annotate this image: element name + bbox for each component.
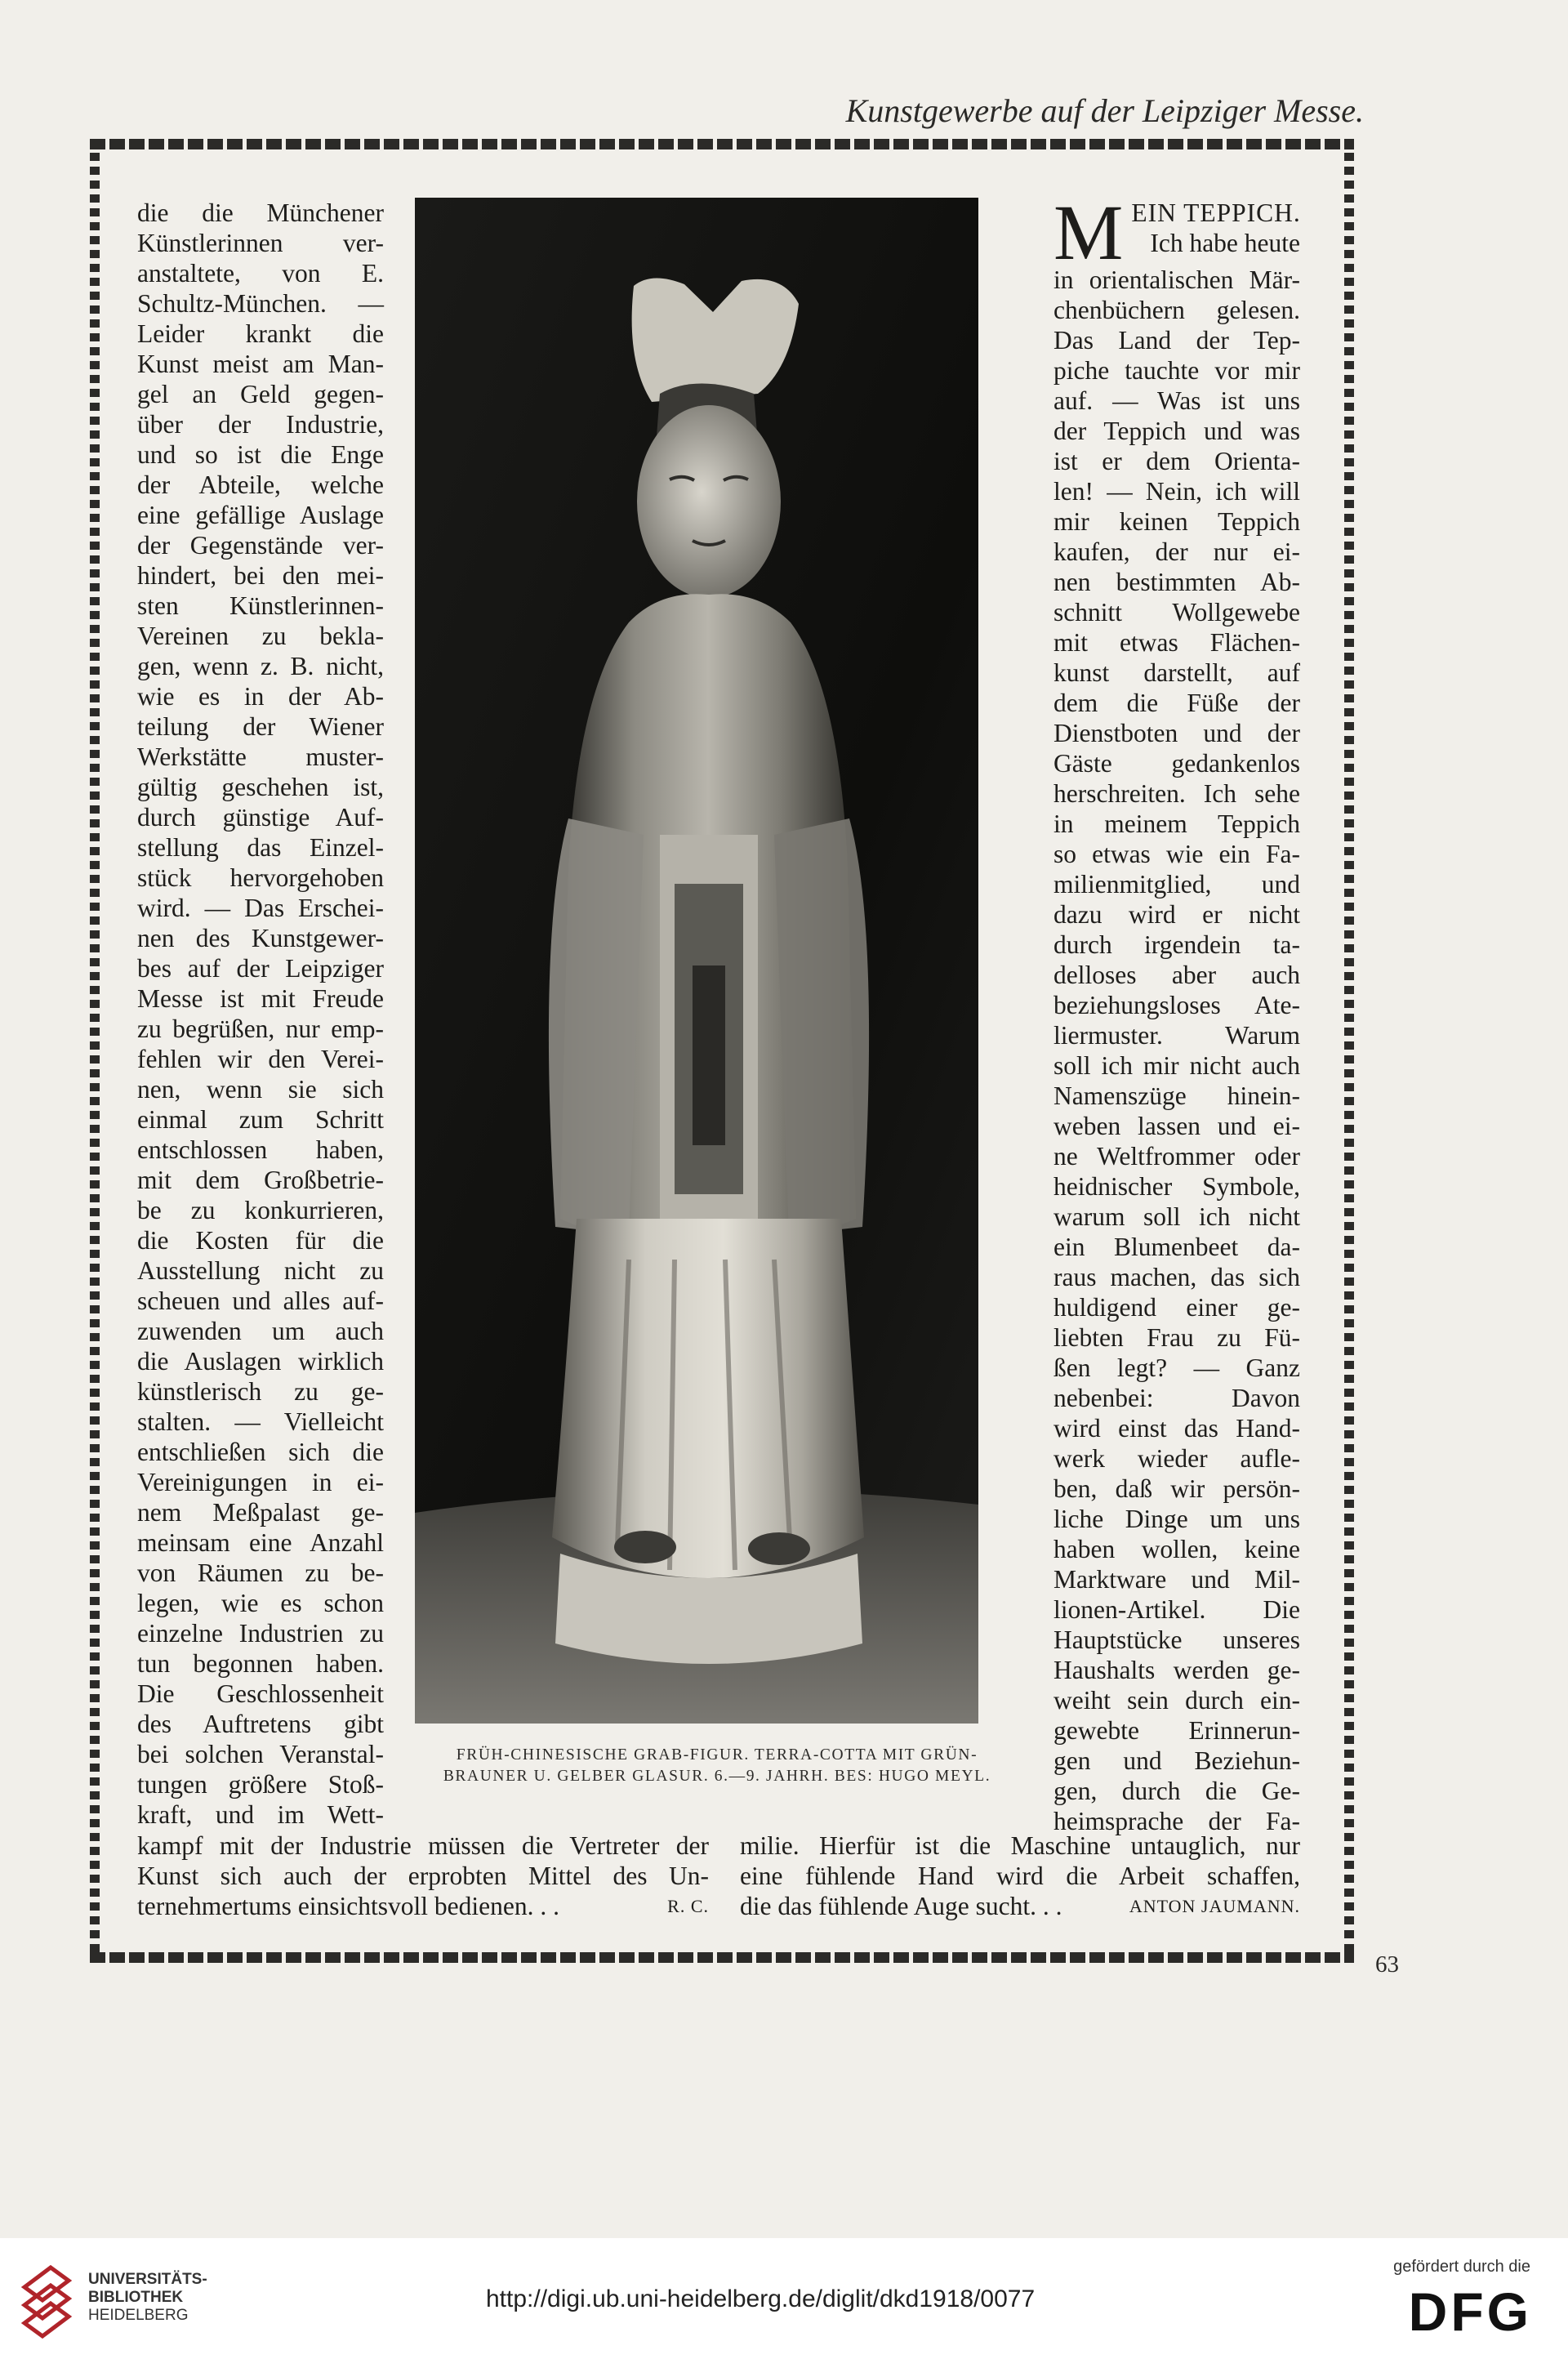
- left-column-line: kraft, und im Wett-: [137, 1800, 384, 1829]
- left-text-column: [137, 198, 384, 1830]
- right-bottom-line: die das fühlende Auge sucht. . . ANTON JAUMANN.: [740, 1892, 1300, 1920]
- right-column-line: so etwas wie ein Fa-: [1054, 840, 1300, 868]
- photo-caption: [415, 1745, 1019, 1787]
- frame-top-rule: [90, 139, 1354, 149]
- left-column-line: stellung das Einzel-: [137, 833, 384, 862]
- right-column-line: piche tauchte vor mir: [1054, 356, 1300, 385]
- left-column-line: zuwenden um auch: [137, 1317, 384, 1345]
- left-column-line: nen des Kunstgewer-: [137, 924, 384, 952]
- left-column-line: teilung der Wiener: [137, 712, 384, 741]
- right-column-line: Das Land der Tep-: [1054, 326, 1300, 355]
- right-column-line: mir keinen Teppich: [1054, 507, 1300, 536]
- right-column-line: weben lassen und ei-: [1054, 1112, 1300, 1140]
- left-bottom-text: [137, 1831, 709, 1921]
- page-number: 63: [1375, 1951, 1399, 1978]
- right-column-line: beziehungsloses Ate-: [1054, 991, 1300, 1019]
- right-column-line: Namenszüge hinein-: [1054, 1081, 1300, 1110]
- left-column-line: Künstlerinnen ver-: [137, 229, 384, 257]
- left-column-line: künstlerisch zu ge-: [137, 1377, 384, 1406]
- right-column-line: dem die Füße der: [1054, 689, 1300, 717]
- frame-right-rule: [1344, 139, 1354, 1962]
- left-column-line: nen, wenn sie sich: [137, 1075, 384, 1104]
- right-column-line: in orientalischen Mär-: [1054, 265, 1300, 294]
- right-text-column: [1054, 189, 1301, 1836]
- left-column-line: Ausstellung nicht zu: [137, 1256, 384, 1285]
- left-column-line: mit dem Großbetrie-: [137, 1166, 384, 1194]
- left-column-line: wird. — Das Erschei-: [137, 894, 384, 922]
- right-bottom-line: milie. Hierfür ist die Maschine untauglich, nur: [740, 1831, 1300, 1860]
- right-column-line: nebenbei: Davon: [1054, 1384, 1300, 1412]
- left-column-line: anstaltete, von E.: [137, 259, 384, 288]
- right-column-line: Gäste gedankenlos: [1054, 749, 1300, 778]
- left-column-line: über der Industrie,: [137, 410, 384, 439]
- left-column-line: stalten. — Vielleicht: [137, 1407, 384, 1436]
- left-column-line: Schultz-München. —: [137, 289, 384, 318]
- left-column-line: und so ist die Enge: [137, 440, 384, 469]
- left-column-line: einmal zum Schritt: [137, 1105, 384, 1134]
- left-column-line: Kunst meist am Man-: [137, 350, 384, 378]
- left-column-line: entschlossen haben,: [137, 1135, 384, 1164]
- left-bottom-line: kampf mit der Industrie müssen die Vertreter der: [137, 1831, 709, 1860]
- left-column-line: wie es in der Ab-: [137, 682, 384, 711]
- left-column-line: bes auf der Leipziger: [137, 954, 384, 983]
- right-column-line: raus machen, das sich: [1054, 1263, 1300, 1291]
- left-column-line: stück hervorgehoben: [137, 863, 384, 892]
- right-column-line: wird einst das Hand-: [1054, 1414, 1300, 1443]
- left-column-line: fehlen wir den Verei-: [137, 1045, 384, 1073]
- right-column-line: ßen legt? — Ganz: [1054, 1353, 1300, 1382]
- photograph-tomb-figure: [415, 198, 978, 1724]
- left-column-line: die die Münchener: [137, 198, 384, 227]
- left-bottom-signature: R. C.: [667, 1896, 709, 1916]
- right-column-line: schnitt Wollgewebe: [1054, 598, 1300, 627]
- right-bottom-text: [740, 1831, 1300, 1921]
- right-column-line: nen bestimmten Ab-: [1054, 568, 1300, 596]
- left-column-line: von Räumen zu be-: [137, 1559, 384, 1587]
- left-column-line: gültig geschehen ist,: [137, 773, 384, 801]
- left-column-line: durch günstige Auf-: [137, 803, 384, 832]
- right-column-line: liebten Frau zu Fü-: [1054, 1323, 1300, 1352]
- right-column-line: milienmitglied, und: [1054, 870, 1300, 899]
- library-logo-icon: [18, 2263, 75, 2341]
- left-column-line: gel an Geld gegen-: [137, 380, 384, 408]
- caption-line-2: BRAUNER U. GELBER GLASUR. 6.—9. JAHRH. BES: HUGO MEYL.: [443, 1768, 991, 1785]
- right-column-line: haben wollen, keine: [1054, 1535, 1300, 1563]
- right-column-line: chenbüchern gelesen.: [1054, 296, 1300, 324]
- right-line-intro: Ich habe heute: [1150, 229, 1300, 257]
- right-column-line: delloses aber auch: [1054, 961, 1300, 989]
- right-column-line: ein Blumenbeet da-: [1054, 1233, 1300, 1261]
- funded-by-label: gefördert durch die: [1393, 2258, 1530, 2276]
- right-column-line: gen, durch die Ge-: [1054, 1777, 1300, 1805]
- running-head: Kunstgewerbe auf der Leipziger Messe.: [845, 92, 1364, 129]
- right-column-line: kunst darstellt, auf: [1054, 658, 1300, 687]
- right-column-line: len! — Nein, ich will: [1054, 477, 1300, 506]
- right-column-line: heidnischer Symbole,: [1054, 1172, 1300, 1201]
- left-column-line: bei solchen Veranstal-: [137, 1740, 384, 1768]
- left-column-line: eine gefällige Auslage: [137, 501, 384, 529]
- frame-bottom-rule: [90, 1952, 1354, 1963]
- frame-left-rule: [90, 139, 100, 1962]
- right-column-line: herschreiten. Ich sehe: [1054, 779, 1300, 808]
- right-column-line: liermuster. Warum: [1054, 1021, 1300, 1050]
- tomb-figure-illustration: [415, 198, 978, 1724]
- right-column-line: dazu wird er nicht: [1054, 900, 1300, 929]
- right-bottom-signature: ANTON JAUMANN.: [1129, 1896, 1300, 1916]
- right-column-line: Hauptstücke unseres: [1054, 1625, 1300, 1654]
- left-column-line: gen, wenn z. B. nicht,: [137, 652, 384, 680]
- right-column-line: Dienstboten und der: [1054, 719, 1300, 747]
- right-column-line: Haushalts werden ge-: [1054, 1656, 1300, 1684]
- left-column-line: scheuen und alles auf-: [137, 1287, 384, 1315]
- left-column-line: meinsam eine Anzahl: [137, 1528, 384, 1557]
- right-column-line: Marktware und Mil-: [1054, 1565, 1300, 1594]
- library-name-line-1: UNIVERSITÄTS-: [88, 2271, 207, 2288]
- left-column-line: Vereinigungen in ei-: [137, 1468, 384, 1496]
- right-column-line: werk wieder aufle-: [1054, 1444, 1300, 1473]
- left-bottom-line: ternehmertums einsichtsvoll bedienen. . . R. C.: [137, 1892, 709, 1920]
- footer-bar: [0, 2238, 1568, 2359]
- left-column-line: zu begrüßen, nur emp-: [137, 1015, 384, 1043]
- left-column-line: legen, wie es schon: [137, 1589, 384, 1617]
- left-column-line: nem Meßpalast ge-: [137, 1498, 384, 1527]
- left-column-line: Vereinen zu bekla-: [137, 622, 384, 650]
- left-column-line: Werkstätte muster-: [137, 742, 384, 771]
- right-column-line: durch irgendein ta-: [1054, 930, 1300, 959]
- left-column-line: Messe ist mit Freude: [137, 984, 384, 1013]
- right-column-line: auf. — Was ist uns: [1054, 386, 1300, 415]
- left-column-line: Die Geschlossenheit: [137, 1679, 384, 1708]
- left-column-line: des Auftretens gibt: [137, 1710, 384, 1738]
- dfg-logo: DFG: [1408, 2281, 1532, 2342]
- left-column-line: tungen größere Stoß-: [137, 1770, 384, 1799]
- right-column-line: soll ich mir nicht auch: [1054, 1051, 1300, 1080]
- right-column-line: liche Dinge um uns: [1054, 1505, 1300, 1533]
- source-url-link[interactable]: http://digi.ub.uni-heidelberg.de/diglit/dkd1918/0077: [486, 2285, 1036, 2312]
- right-column-line: gen und Beziehun-: [1054, 1746, 1300, 1775]
- left-column-line: entschließen sich die: [137, 1438, 384, 1466]
- left-column-line: einzelne Industrien zu: [137, 1619, 384, 1648]
- heading-mein-teppich: EIN TEPPICH.: [1131, 198, 1301, 227]
- right-bottom-line: eine fühlende Hand wird die Arbeit schaffen,: [740, 1862, 1300, 1890]
- left-column-line: der Gegenstände ver-: [137, 531, 384, 560]
- right-column-line: in meinem Teppich: [1054, 809, 1300, 838]
- left-column-line: die Auslagen wirklich: [137, 1347, 384, 1376]
- right-column-line: ne Weltfrommer oder: [1054, 1142, 1300, 1171]
- right-column-line: mit etwas Flächen-: [1054, 628, 1300, 657]
- library-name-line-3: HEIDELBERG: [88, 2307, 189, 2324]
- right-column-line: ben, daß wir persön-: [1054, 1474, 1300, 1503]
- right-column-line: heimsprache der Fa-: [1054, 1807, 1300, 1835]
- right-column-line: ist er dem Orienta-: [1054, 447, 1300, 475]
- left-column-line: der Abteile, welche: [137, 470, 384, 499]
- left-column-line: die Kosten für die: [137, 1226, 384, 1255]
- left-column-line: be zu konkurrieren,: [137, 1196, 384, 1224]
- left-column-line: tun begonnen haben.: [137, 1649, 384, 1678]
- right-column-line: weiht sein durch ein-: [1054, 1686, 1300, 1715]
- left-column-line: hindert, bei den mei-: [137, 561, 384, 590]
- left-column-line: sten Künstlerinnen-: [137, 591, 384, 620]
- right-column-line: lionen-Artikel. Die: [1054, 1595, 1300, 1624]
- right-column-line: warum soll ich nicht: [1054, 1202, 1300, 1231]
- right-column-line: kaufen, der nur ei-: [1054, 537, 1300, 566]
- library-name: [88, 2271, 207, 2325]
- right-column-line: huldigend einer ge-: [1054, 1293, 1300, 1322]
- caption-line-1: FRÜH-CHINESISCHE GRAB-FIGUR. TERRA-COTTA MIT GRÜN-: [456, 1746, 978, 1764]
- left-bottom-line: Kunst sich auch der erprobten Mittel des Un-: [137, 1862, 709, 1890]
- library-name-line-2: BIBLIOTHEK: [88, 2289, 184, 2306]
- right-column-line: der Teppich und was: [1054, 417, 1300, 445]
- left-column-line: Leider krankt die: [137, 319, 384, 348]
- drop-cap: M: [1054, 189, 1124, 276]
- right-column-line: gewebte Erinnerun-: [1054, 1716, 1300, 1745]
